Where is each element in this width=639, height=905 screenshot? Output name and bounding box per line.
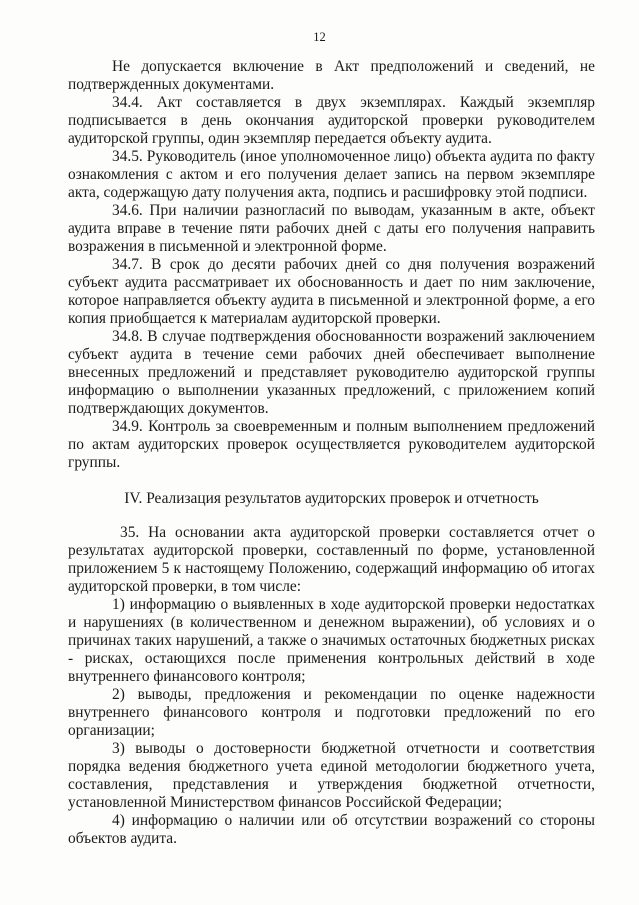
paragraph-34-6: 34.6. При наличии разногласий по выводам, указанным в акте, объект аудита вправе в течение пяти рабочих дней с даты его получения направить возражения в письменной и электронной форме. xyxy=(68,202,595,255)
list-item-1: 1) информацию о выявленных в ходе аудиторской проверки недостатках и нарушениях (в количественном и денежном выражении), об условиях и о причинах таких нарушений, а также о значимых остаточных бюджетных рисках - рисках, остающихся после применения контрольных действий в ходе внутреннего финансового контроля; xyxy=(68,596,595,685)
paragraph-no-unconfirmed-info: Не допускается включение в Акт предположений и сведений, не подтвержденных документами. xyxy=(68,58,595,93)
section-heading: IV. Реализация результатов аудиторских проверок и отчетность xyxy=(124,490,539,507)
page-number: 12 xyxy=(313,30,326,44)
paragraph-34-9: 34.9. Контроль за своевременным и полным выполнением предложений по актам аудиторских проверок осуществляется руководителем аудиторской группы. xyxy=(68,418,595,471)
paragraph-34-5: 34.5. Руководитель (иное уполномоченное лицо) объекта аудита по факту ознакомления с актом и его получения делает запись на первом экземпляре акта, содержащую дату получения акта, подпись и расшифровку этой подписи. xyxy=(68,148,595,201)
paragraph-34-4: 34.4. Акт составляется в двух экземплярах. Каждый экземпляр подписывается в день окончания аудиторской проверки руководителем аудиторской группы, один экземпляр передается объекту аудита. xyxy=(68,94,595,147)
list-item-4: 4) информацию о наличии или об отсутствии возражений со стороны объектов аудита. xyxy=(68,812,595,847)
document-body xyxy=(68,58,595,848)
paragraph-35: 35. На основании акта аудиторской проверки составляется отчет о результатах аудиторской проверки, составленный по форме, установленной приложением 5 к настоящему Положению, содержащий информацию об итогах аудиторской проверки, в том числе: xyxy=(68,524,595,595)
list-item-3: 3) выводы о достоверности бюджетной отчетности и соответствия порядка ведения бюджетного учета единой методологии бюджетного учета, составления, представления и утверждения бюджетной отчетности, установленной Министерством финансов Российской Федерации; xyxy=(68,740,595,811)
paragraph-34-8: 34.8. В случае подтверждения обоснованности возражений заключением субъект аудита в течение семи рабочих дней обеспечивает выполнение внесенных предложений и представляет руководителю аудиторской группы информацию о выполнении указанных предложений, с приложением копий подтверждающих документов. xyxy=(68,328,595,417)
list-item-2: 2) выводы, предложения и рекомендации по оценке надежности внутреннего финансового контроля и подготовки предложений по его организации; xyxy=(68,686,595,739)
paragraph-34-7: 34.7. В срок до десяти рабочих дней со дня получения возражений субъект аудита рассматривает их обоснованность и дает по ним заключение, которое направляется объекту аудита в письменной и электронной форме, а его копия приобщается к материалам аудиторской проверки. xyxy=(68,256,595,327)
